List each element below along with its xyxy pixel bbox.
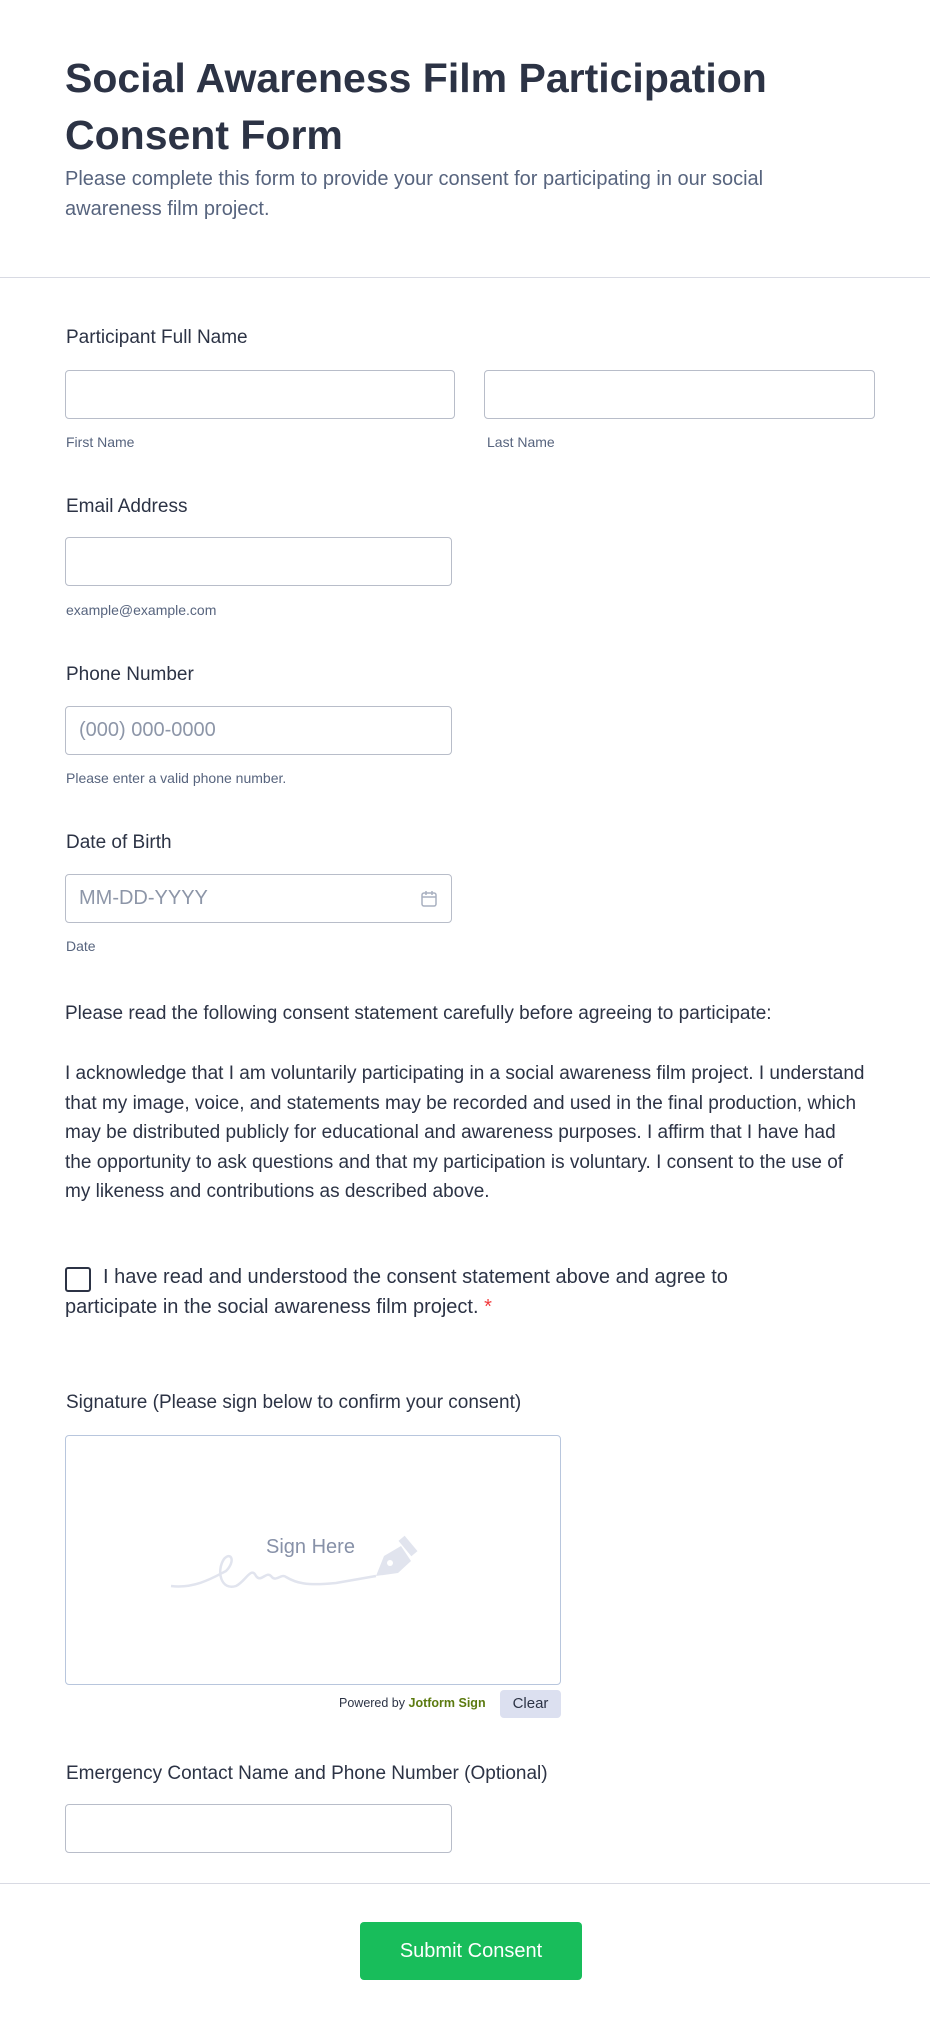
first-name-input[interactable] xyxy=(65,370,455,419)
agree-text: I have read and understood the consent statement above and agree to participate in the social awareness film project. xyxy=(65,1266,728,1318)
consent-statement: I acknowledge that I am voluntarily participating in a social awareness film project. I understand that my image, voice, and statements may be recorded and used in the final production, which may be distributed publicly for educational and awareness purposes. I affirm that I have had the opportunity to ask questions and that my participation is voluntary. I consent to the use of my likeness and contributions as described above. xyxy=(65,1063,865,1202)
consent-intro: Please read the following consent statement carefully before agreeing to participate: xyxy=(65,1003,772,1024)
submit-button[interactable]: Submit Consent xyxy=(360,1922,582,1980)
sign-here-placeholder: Sign Here xyxy=(266,1536,355,1558)
full-name-label: Participant Full Name xyxy=(66,327,248,348)
dob-hint: Date xyxy=(66,938,96,954)
phone-hint: Please enter a valid phone number. xyxy=(66,770,287,786)
jotform-sign-link[interactable]: Jotform Sign xyxy=(408,1696,486,1710)
divider xyxy=(0,1883,930,1884)
emergency-label: Emergency Contact Name and Phone Number (Optional) xyxy=(66,1763,548,1784)
phone-label: Phone Number xyxy=(66,664,194,685)
signature-label: Signature (Please sign below to confirm your consent) xyxy=(66,1392,522,1413)
first-name-sublabel: First Name xyxy=(66,434,135,450)
emergency-input[interactable] xyxy=(65,1804,452,1853)
phone-input[interactable]: (000) 000-0000 xyxy=(65,706,452,755)
page-subtitle: Please complete this form to provide your consent for participating in our social awareness film project. xyxy=(65,168,764,220)
divider xyxy=(0,277,930,278)
dob-input[interactable] xyxy=(65,874,452,923)
signature-pad[interactable] xyxy=(65,1435,561,1685)
last-name-input[interactable] xyxy=(484,370,875,419)
signature-pen-icon xyxy=(166,1531,466,1601)
powered-by xyxy=(339,1696,486,1710)
dob-label: Date of Birth xyxy=(66,832,172,853)
page-title: Social Awareness Film Participation Consent Form xyxy=(65,55,767,158)
required-marker: * xyxy=(484,1295,492,1318)
powered-by-text: Powered by xyxy=(339,1696,406,1710)
calendar-icon[interactable] xyxy=(420,890,438,908)
clear-signature-button[interactable]: Clear xyxy=(500,1690,561,1718)
last-name-sublabel: Last Name xyxy=(487,434,555,450)
email-label: Email Address xyxy=(66,496,188,517)
dob-placeholder: MM-DD-YYYY xyxy=(79,887,208,909)
agree-label[interactable] xyxy=(65,1263,795,1322)
email-input[interactable] xyxy=(65,537,452,586)
email-hint: example@example.com xyxy=(66,602,217,618)
